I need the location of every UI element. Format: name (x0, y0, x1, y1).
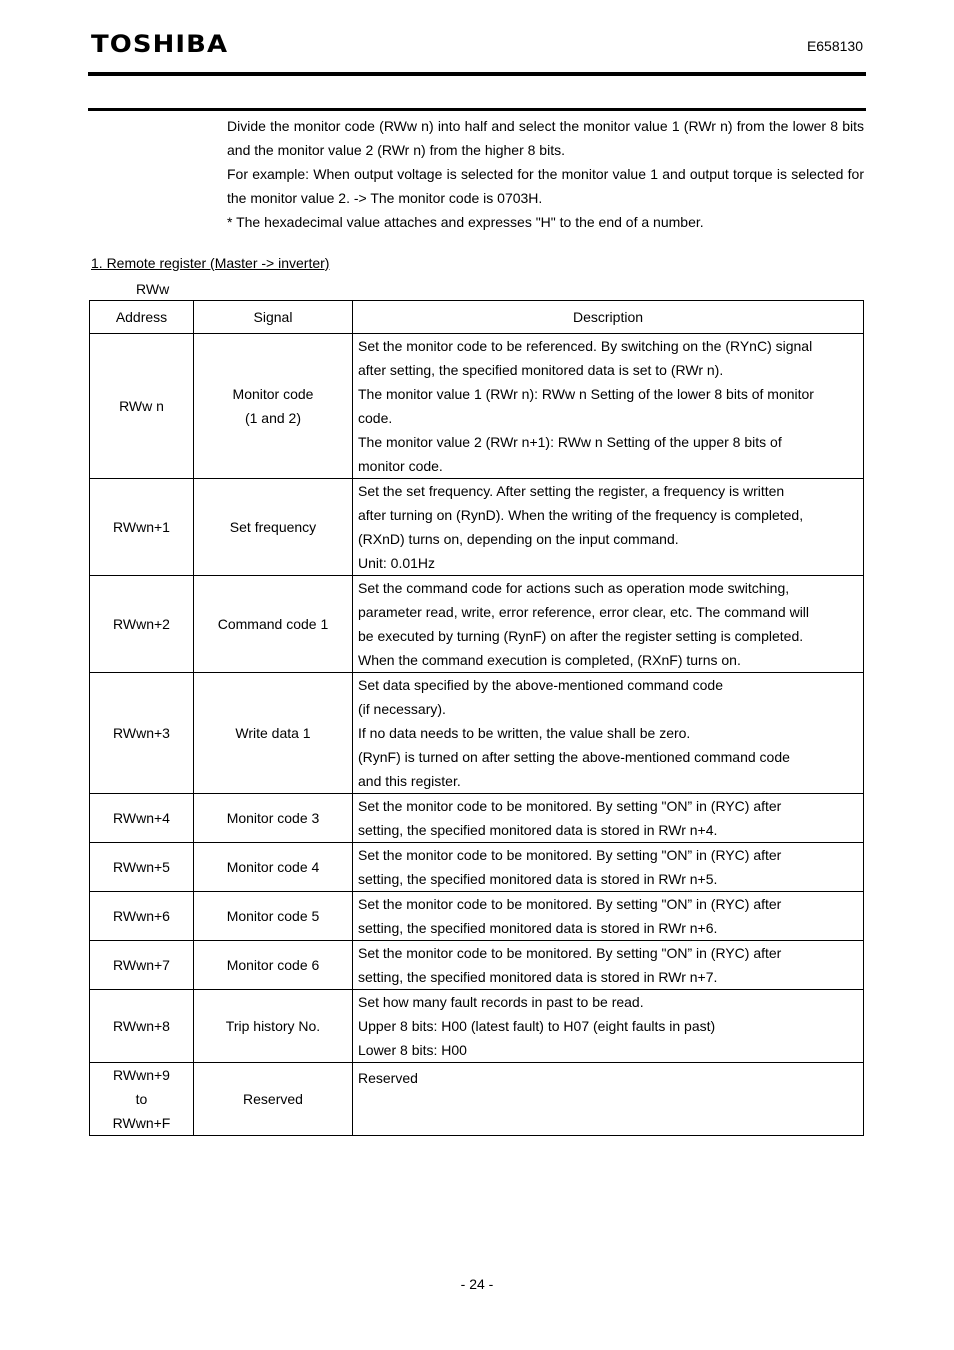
signal-line: Write data 1 (235, 725, 311, 741)
address-cell (90, 843, 194, 892)
signal-cell (194, 479, 353, 576)
signal-line: Monitor code 4 (226, 859, 320, 875)
description-cell (353, 1063, 864, 1136)
page-number: - 24 - (460, 1276, 494, 1292)
address-line: RWwn+8 (113, 1018, 170, 1034)
address-cell (90, 673, 194, 794)
address-cell (90, 334, 194, 479)
description-cell (353, 794, 864, 843)
signal-cell (194, 1063, 353, 1136)
address-line: RWw n (119, 398, 164, 414)
description-line: The monitor value 2 (RWr n+1): RWw n Setting of the upper 8 bits of (358, 434, 782, 450)
description-line: Upper 8 bits: H00 (latest fault) to H07 (eight faults in past) (358, 1018, 716, 1034)
description-cell (353, 576, 864, 673)
description-cell (353, 990, 864, 1063)
table-row (90, 892, 864, 941)
description-line: setting, the specified monitored data is stored in RWr n+4. (358, 822, 718, 838)
address-cell (90, 1063, 194, 1136)
description-cell (353, 941, 864, 990)
intro-paragraph-3: * The hexadecimal value attaches and expresses "H" to the end of a number. (227, 214, 704, 230)
description-line: Set how many fault records in past to be read. (358, 994, 644, 1010)
table-header-row (90, 301, 864, 334)
signal-line: Monitor code (232, 386, 314, 402)
table-row (90, 794, 864, 843)
description-line: after turning on (RynD). When the writing of the frequency is completed, (358, 507, 804, 523)
address-cell (90, 941, 194, 990)
address-line: RWwn+9 (113, 1067, 170, 1083)
signal-line: Monitor code 3 (226, 810, 320, 826)
header-address: Address (90, 301, 194, 334)
address-cell (90, 794, 194, 843)
description-line: Set the command code for actions such as operation mode switching, (358, 580, 790, 596)
address-cell (90, 479, 194, 576)
address-line: RWwn+2 (113, 616, 170, 632)
address-line: to (135, 1091, 148, 1107)
description-line: after setting, the specified monitored data is set to (RWr n). (358, 362, 724, 378)
toshiba-logo: TOSHIBA (91, 30, 229, 58)
signal-line: Monitor code 6 (226, 957, 320, 973)
description-line: monitor code. (358, 458, 443, 474)
table-row (90, 843, 864, 892)
table-row (90, 479, 864, 576)
description-line: Set the monitor code to be monitored. By setting "ON” in (RYC) after (358, 945, 782, 961)
description-cell (353, 892, 864, 941)
address-cell (90, 892, 194, 941)
description-line: Set the monitor code to be monitored. By setting "ON” in (RYC) after (358, 798, 782, 814)
remote-register-table (89, 300, 864, 1136)
description-line: setting, the specified monitored data is stored in RWr n+7. (358, 969, 718, 985)
section-rule (88, 108, 866, 111)
description-line: and this register. (358, 773, 461, 789)
description-line: Set data specified by the above-mentioned command code (358, 677, 724, 693)
description-line: (if necessary). (358, 701, 446, 717)
description-line: Set the monitor code to be monitored. By setting "ON” in (RYC) after (358, 896, 782, 912)
table-row (90, 941, 864, 990)
intro-paragraph-2: For example: When output voltage is selected for the monitor value 1 and output torque is selected for the monitor value 2. -> The monitor code is 0703H. (227, 166, 864, 206)
table-row (90, 673, 864, 794)
table-body (90, 334, 864, 1136)
signal-line: Set frequency (229, 519, 317, 535)
description-line: parameter read, write, error reference, error clear, etc. The command will (358, 604, 810, 620)
signal-line: Reserved (243, 1091, 303, 1107)
address-line: RWwn+1 (113, 519, 170, 535)
signal-line: (1 and 2) (244, 410, 302, 426)
description-line: When the command execution is completed, (RXnF) turns on. (358, 652, 741, 668)
address-line: RWwn+6 (113, 908, 170, 924)
description-line: (RynF) is turned on after setting the above-mentioned command code (358, 749, 790, 765)
signal-line: Command code 1 (217, 616, 329, 632)
table-row (90, 576, 864, 673)
signal-cell (194, 794, 353, 843)
description-line: Reserved (358, 1070, 418, 1086)
description-cell (353, 334, 864, 479)
header-signal: Signal (194, 301, 353, 334)
signal-cell (194, 334, 353, 479)
description-line: setting, the specified monitored data is stored in RWr n+6. (358, 920, 718, 936)
description-line: Set the set frequency. After setting the register, a frequency is written (358, 483, 785, 499)
description-line: (RXnD) turns on, depending on the input command. (358, 531, 679, 547)
description-line: If no data needs to be written, the value shall be zero. (358, 725, 691, 741)
address-line: RWwn+F (112, 1115, 171, 1131)
description-line: setting, the specified monitored data is stored in RWr n+5. (358, 871, 718, 887)
description-cell (353, 479, 864, 576)
address-line: RWwn+7 (113, 957, 170, 973)
signal-cell (194, 990, 353, 1063)
table-row (90, 334, 864, 479)
description-line: Set the monitor code to be monitored. By setting "ON” in (RYC) after (358, 847, 782, 863)
signal-line: Monitor code 5 (226, 908, 320, 924)
description-cell (353, 673, 864, 794)
intro-text (227, 114, 864, 234)
description-line: Lower 8 bits: H00 (358, 1042, 467, 1058)
signal-cell (194, 843, 353, 892)
description-line: Set the monitor code to be referenced. By switching on the (RYnC) signal (358, 338, 813, 354)
address-cell (90, 990, 194, 1063)
section-title: 1. Remote register (Master -> inverter) (91, 255, 330, 271)
document-number: E658130 (806, 38, 863, 54)
signal-line: Trip history No. (225, 1018, 321, 1034)
signal-cell (194, 673, 353, 794)
description-line: code. (358, 410, 393, 426)
address-line: RWwn+5 (113, 859, 170, 875)
description-cell (353, 843, 864, 892)
signal-cell (194, 892, 353, 941)
table-row (90, 990, 864, 1063)
address-line: RWwn+3 (113, 725, 170, 741)
description-line: The monitor value 1 (RWr n): RWw n Setting of the lower 8 bits of monitor (358, 386, 814, 402)
table-row (90, 1063, 864, 1136)
intro-paragraph-1: Divide the monitor code (RWw n) into half and select the monitor value 1 (RWr n) from the lower 8 bits and the monitor value 2 (RWr n) from the higher 8 bits. (227, 118, 864, 158)
address-line: RWwn+4 (113, 810, 170, 826)
header-description: Description (353, 301, 864, 334)
table-label: RWw (136, 281, 170, 297)
description-line: be executed by turning (RynF) on after the register setting is completed. (358, 628, 804, 644)
signal-cell (194, 576, 353, 673)
signal-cell (194, 941, 353, 990)
description-line: Unit: 0.01Hz (358, 555, 436, 571)
header-rule (88, 72, 866, 76)
address-cell (90, 576, 194, 673)
